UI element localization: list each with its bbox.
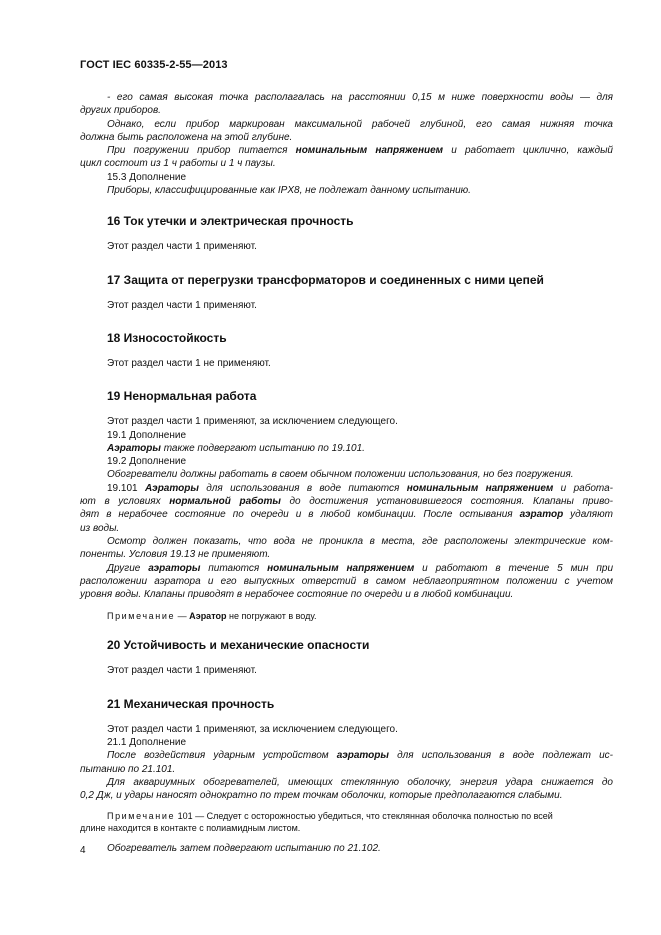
paragraph-line: После воздействия ударным устройством аэраторы для использования в воде подлежат ис-	[107, 750, 614, 762]
paragraph-line: Приборы, классифицированные как IPX8, не подлежат данному испытанию.	[107, 185, 471, 197]
page-number: 4	[80, 845, 86, 856]
note: Примечание 101 — Следует с осторожностью убедиться, что стеклянная оболочка полностью по всей	[107, 810, 553, 821]
clause-label: 21.1 Дополнение	[107, 737, 187, 749]
paragraph-line: Осмотр должен показать, что вода не проникла в места, где расположены электрические ком-	[107, 535, 613, 547]
clause-label: 19.2 Дополнение	[107, 456, 187, 468]
paragraph-line: других приборов.	[80, 105, 161, 117]
paragraph-line: 19.101 Аэраторы для использования в воде питаются номинальным напряжением и работа-	[107, 482, 614, 494]
paragraph-line: Аэраторы также подвергают испытанию по 19.101.	[107, 442, 365, 454]
paragraph-line: поненты. Условия 19.13 не применяют.	[80, 549, 271, 561]
paragraph-line: - его самая высокая точка располагалась на расстоянии 0,15 м ниже поверхности воды — для	[107, 92, 613, 103]
section-heading: 21 Механическая прочность	[107, 696, 275, 711]
paragraph-line: расположении аэратора и его выпускных отверстий в самом неблагоприятном положении с учетом	[80, 575, 613, 587]
section-text: Этот раздел части 1 не применяют.	[107, 357, 271, 369]
paragraph-line: ют в условиях нормальной работы до достижения установившегося состояния. Клапаны приво-	[80, 496, 613, 508]
section-text: Этот раздел части 1 применяют, за исключением следующего.	[107, 723, 398, 735]
clause-label: 19.1 Дополнение	[107, 429, 187, 441]
section-heading: 18 Износостойкость	[107, 330, 227, 345]
section-heading: 16 Ток утечки и электрическая прочность	[107, 214, 354, 229]
section-text: Этот раздел части 1 применяют, за исключением следующего.	[107, 416, 398, 428]
paragraph-line: дят в нерабочее состояние по очереди и в любой комбинации. После остывания аэратор удаляют	[80, 509, 613, 521]
section-heading: 19 Ненормальная работа	[107, 389, 257, 404]
section-heading: 17 Защита от перегрузки трансформаторов и соединенных с ними цепей	[107, 272, 544, 287]
clause-label: 15.3 Дополнение	[107, 171, 187, 183]
document-body	[80, 91, 613, 855]
paragraph-line: 0,2 Дж, и удары наносят однократно по трем точкам оболочки, которые предполагаются слабыми.	[80, 790, 563, 802]
paragraph-line: должна быть расположена на этой глубине.	[80, 131, 293, 143]
paragraph-line: При погружении прибор питается номинальным напряжением и работает циклично, каждый	[107, 145, 613, 157]
paragraph-line: из воды.	[80, 522, 120, 534]
section-heading: 20 Устойчивость и механические опасности	[107, 638, 370, 653]
note: Примечание — Аэратор не погружают в воду.	[107, 611, 317, 622]
paragraph-line: Обогреватель затем подвергают испытанию по 21.102.	[107, 842, 381, 854]
paragraph-line: Обогреватели должны работать в своем обычном положении использования, но без погружения.	[107, 469, 574, 481]
paragraph-line: Для аквариумных обогревателей, имеющих стеклянную оболочку, энергия удара снижается до	[107, 776, 613, 788]
section-text: Этот раздел части 1 применяют.	[107, 665, 257, 677]
paragraph-line: Однако, если прибор маркирован максимальной рабочей глубиной, его самая нижняя точка	[107, 118, 613, 130]
document-header: ГОСТ IEC 60335-2-55—2013	[80, 59, 228, 71]
paragraph-line: цикл состоит из 1 ч работы и 1 ч паузы.	[80, 158, 276, 170]
section-text: Этот раздел части 1 применяют.	[107, 299, 257, 311]
paragraph-line: уровня воды. Клапаны приводят в нерабочее состояние по очереди и в любой комбинации.	[80, 589, 514, 601]
section-text: Этот раздел части 1 применяют.	[107, 241, 257, 253]
paragraph-line: пытанию по 21.101.	[80, 763, 176, 775]
note-line: длине находится в контакте с полиамидным листом.	[80, 822, 301, 833]
paragraph-line: Другие аэраторы питаются номинальным напряжением и работают в течение 5 мин при	[107, 562, 614, 574]
